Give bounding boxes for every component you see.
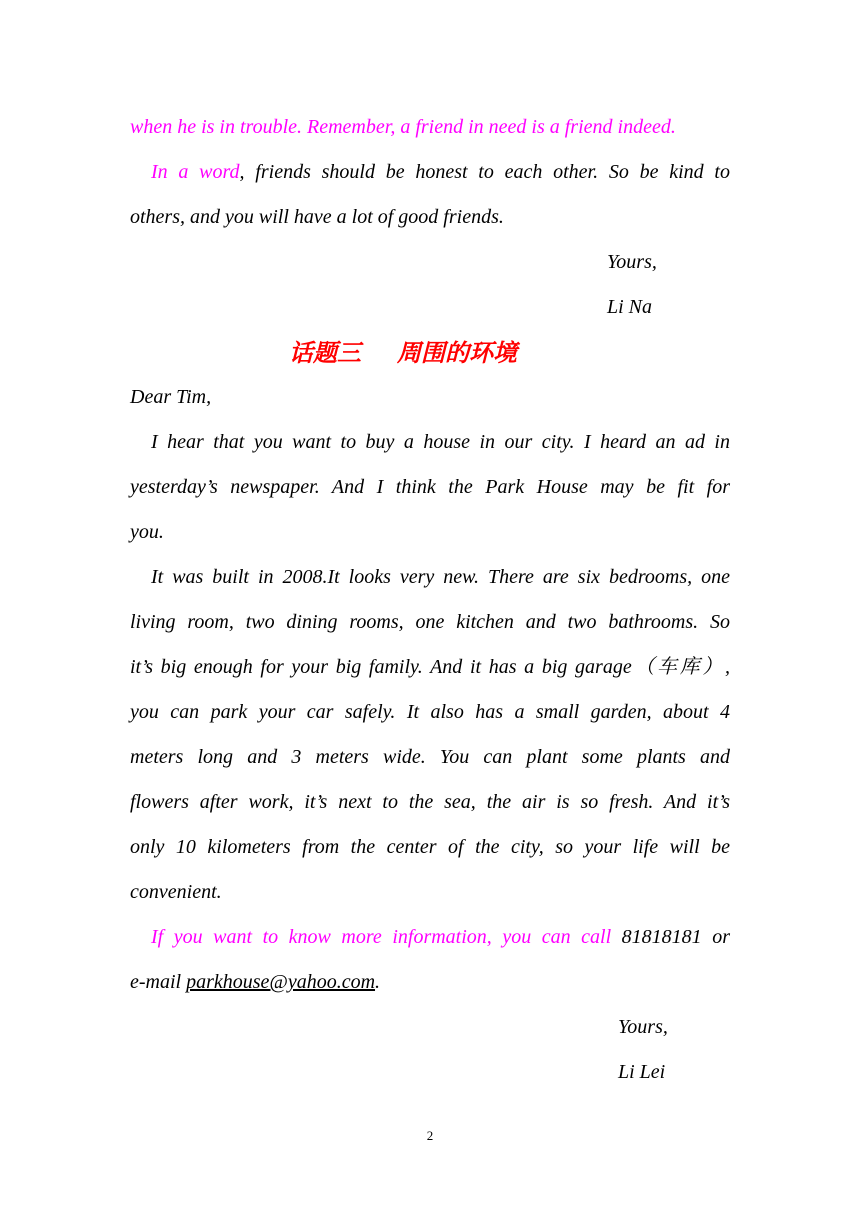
- letter2-line-1: I hear that you want to buy a house in our city. I heard an ad in: [151, 431, 730, 453]
- letter1-signature: Li Na: [607, 296, 653, 318]
- email-prefix: e-mail: [130, 971, 187, 993]
- letter2-line-7: you can park your car safely. It also has a small garden, about 4: [130, 701, 730, 723]
- letter2-line-2: yesterday’s newspaper. And I think the Park House may be fit for: [130, 476, 730, 498]
- heading-part-1: 话题三: [289, 339, 361, 367]
- letter2-line-10: only 10 kilometers from the center of the city, so your life will be: [130, 836, 730, 858]
- page-number: 2: [426, 1128, 434, 1143]
- letter1-line-2: [151, 159, 730, 185]
- letter2-contact-line: [151, 924, 730, 950]
- letter2-line-11: convenient.: [130, 881, 222, 903]
- heading-part-2: 周围的环境: [397, 339, 517, 367]
- letter2-email-line: [130, 969, 730, 995]
- letter2-line-8: meters long and 3 meters wide. You can plant some plants and: [130, 746, 730, 768]
- letter2-line-5: living room, two dining rooms, one kitchen and two bathrooms. So: [130, 611, 730, 633]
- letter1-line-1: when he is in trouble. Remember, a friend in need is a friend indeed.: [130, 116, 676, 138]
- letter2-line-9: flowers after work, it’s next to the sea, the air is so fresh. And it’s: [130, 791, 730, 813]
- email-link[interactable]: parkhouse@yahoo.com: [186, 971, 376, 993]
- letter2-line-6: it’s big enough for your big family. And it has a big garage（车库）,: [130, 656, 730, 678]
- letter2-signature: Li Lei: [618, 1061, 666, 1083]
- letter2-line-3: you.: [130, 521, 164, 543]
- letter2-line-4: It was built in 2008.It looks very new. There are six bedrooms, one: [151, 566, 730, 588]
- letter1-line-2-rest: , friends should be honest to each other. So be kind to: [239, 161, 730, 183]
- phrase-in-a-word: In a word: [151, 161, 240, 183]
- letter2-closing: Yours,: [618, 1016, 668, 1038]
- contact-lead: If you want to know more information, you can call: [151, 926, 612, 948]
- contact-phone: 81818181 or: [611, 926, 730, 948]
- letter2-salutation: Dear Tim,: [130, 386, 212, 408]
- section-heading: [0, 338, 860, 368]
- letter1-line-3: others, and you will have a lot of good friends.: [130, 206, 504, 228]
- email-suffix: .: [375, 971, 381, 993]
- letter1-closing: Yours,: [607, 251, 657, 273]
